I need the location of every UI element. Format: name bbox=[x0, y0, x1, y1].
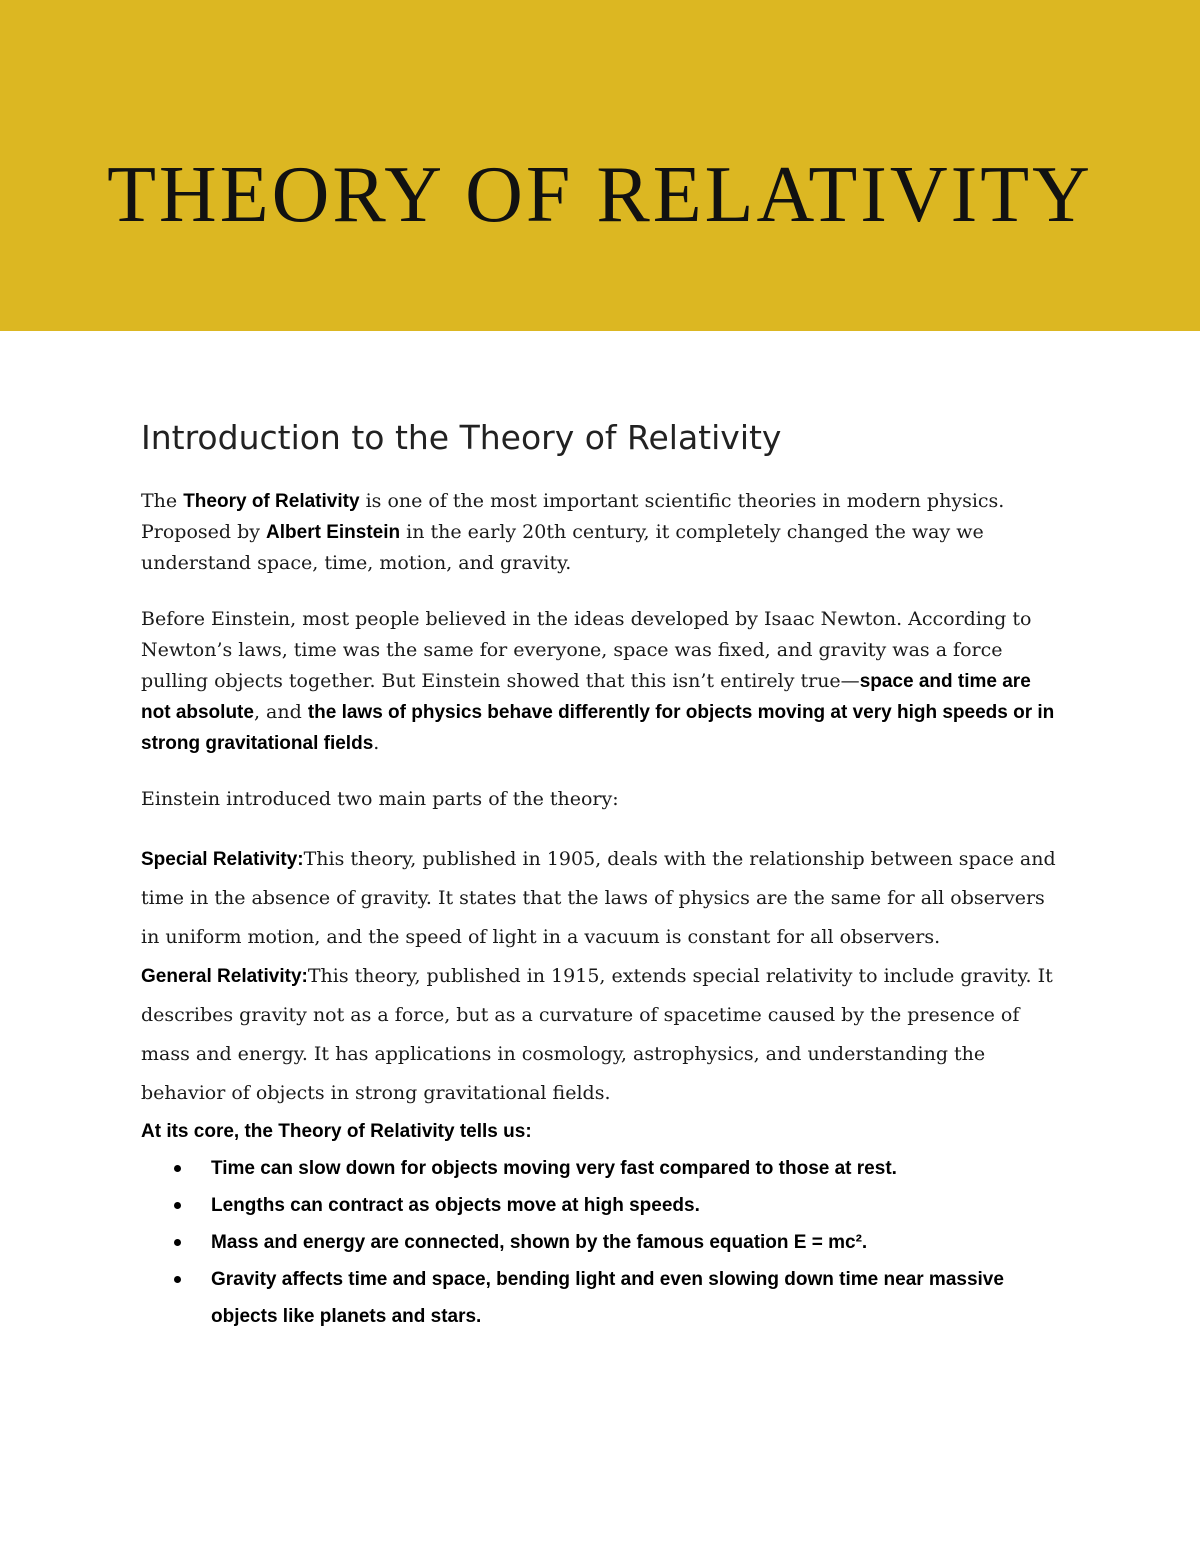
general-relativity-label: General Relativity: bbox=[141, 966, 308, 987]
list-item-text: Gravity affects time and space, bending light and even slowing down time near massive objects like planets and stars. bbox=[211, 1269, 1004, 1327]
newton-text-3: . bbox=[373, 732, 380, 754]
core-points-list bbox=[141, 1150, 1061, 1335]
bullet-icon bbox=[174, 1276, 181, 1283]
newton-text-2: , and bbox=[253, 701, 308, 723]
core-heading: At its core, the Theory of Relativity tells us: bbox=[141, 1121, 532, 1142]
intro-paragraph bbox=[141, 486, 1061, 579]
special-relativity-definition bbox=[141, 840, 1061, 957]
list-item bbox=[211, 1261, 1061, 1335]
list-item-text: Time can slow down for objects moving very fast compared to those at rest. bbox=[211, 1158, 897, 1179]
space-time-bold: space and time are not absolute bbox=[141, 671, 1031, 723]
list-item bbox=[211, 1224, 1061, 1261]
bullet-icon bbox=[174, 1202, 181, 1209]
section-heading: Introduction to the Theory of Relativity bbox=[141, 418, 782, 457]
special-relativity-label: Special Relativity: bbox=[141, 849, 304, 870]
list-item-text: Lengths can contract as objects move at high speeds. bbox=[211, 1195, 700, 1216]
page-title: THEORY OF RELATIVITY bbox=[107, 151, 1093, 239]
einstein-name-bold: Albert Einstein bbox=[266, 522, 401, 543]
general-relativity-text: This theory, published in 1915, extends special relativity to include gravity. It describes gravity not as a force, but as a curvature of spacetime caused by the presence of mass and energy. It has applications in cosmology, astrophysics, and understanding the behavior of objects in strong gravitational fields. bbox=[141, 965, 1053, 1104]
laws-of-physics-bold: the laws of physics behave differently for objects moving at very high speeds or in strong gravitational fields bbox=[141, 702, 1055, 754]
list-item bbox=[211, 1150, 1061, 1187]
document-body bbox=[141, 410, 1061, 1335]
bullet-icon bbox=[174, 1239, 181, 1246]
intro-text-3: in the early 20th century, it completely changed the way we understand space, time, motion, and gravity. bbox=[141, 521, 984, 574]
theory-name-bold: Theory of Relativity bbox=[183, 491, 360, 512]
special-relativity-text: This theory, published in 1905, deals with the relationship between space and time in the absence of gravity. It states that the laws of physics are the same for all observers in uniform motion, and the speed of light in a vacuum is constant for all observers. bbox=[141, 848, 1056, 948]
general-relativity-definition bbox=[141, 957, 1061, 1113]
list-item bbox=[211, 1187, 1061, 1224]
list-item-text: Mass and energy are connected, shown by the famous equation E = mc². bbox=[211, 1232, 868, 1253]
newton-text-1: Before Einstein, most people believed in the ideas developed by Isaac Newton. According to Newton’s laws, time was the same for everyone, space was fixed, and gravity was a force pulling objects together. But Einstein showed that this isn’t entirely true— bbox=[141, 608, 1032, 692]
intro-text-2: is one of the most important scientific theories in modern physics. Proposed by bbox=[141, 490, 1005, 543]
intro-text-1: The bbox=[141, 490, 184, 512]
title-banner bbox=[0, 0, 1200, 331]
newton-paragraph bbox=[141, 604, 1061, 759]
two-parts-paragraph: Einstein introduced two main parts of the theory: bbox=[141, 788, 619, 810]
bullet-icon bbox=[174, 1165, 181, 1172]
